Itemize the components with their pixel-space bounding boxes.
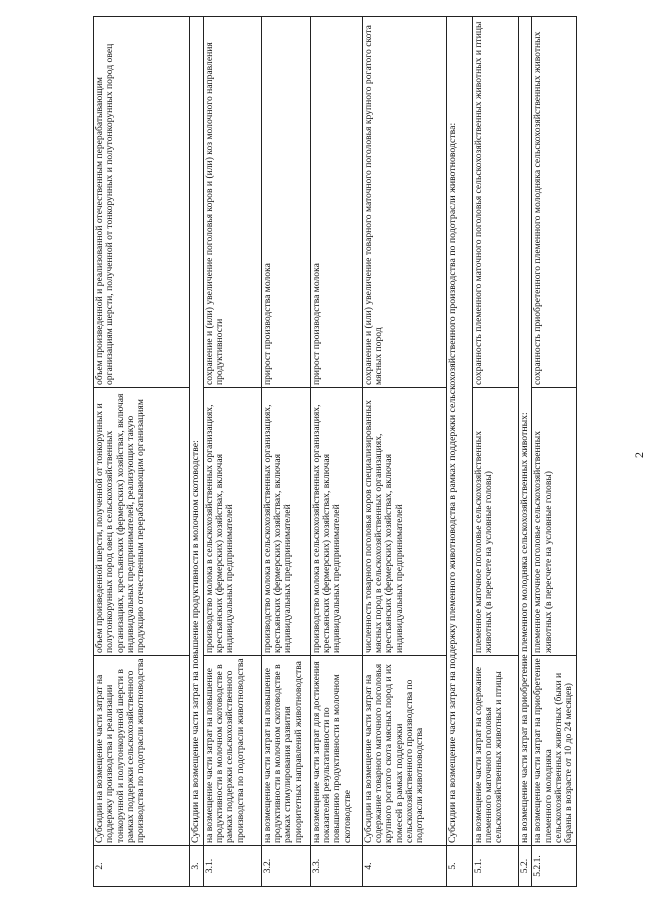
subsidy-name-cell: на возмещение части затрат на повышение продуктивности в молочном скотоводстве в рамках поддержки сельскохозяйственного производства по подотрасли животноводства	[203, 656, 261, 846]
table-row-3-1	[203, 17, 261, 887]
indicator-cell: производство молока в сельскохозяйственных организациях, крестьянских (фермерских) хозяйствах, включая индивидуальных предпринимателей	[261, 388, 310, 656]
result-cell: прирост производства молока	[310, 17, 362, 388]
indicator-cell: численность товарного поголовья коров специализированных мясных пород в сельскохозяйственных организациях, крестьянских (фермерских) хозяйствах, включая индивидуальных предпринимателей	[362, 388, 446, 656]
row-number: 5.2.	[518, 846, 532, 887]
subsidy-name-cell: на возмещение части затрат на повышение продуктивности в молочном скотоводстве в рамках стимулирования развития приоритетных направлений животноводства	[261, 656, 310, 846]
table-row-3-3	[310, 17, 362, 887]
indicator-cell: племенное маточное поголовье сельскохозяйственных животных (в пересчете на условные головы)	[472, 388, 518, 656]
result-cell: сохранение и (или) увеличение поголовья коров и (или) коз молочного направления продуктивности	[203, 17, 261, 388]
section-heading: Субсидии на возмещение части затрат на поддержку племенного животноводства в рамках поддержки сельскохозяйственного производства по подотрасли животноводства:	[446, 17, 472, 846]
result-cell: сохранность племенного маточного поголовья сельскохозяйственных животных и птицы	[472, 17, 518, 388]
section-heading: на возмещение части затрат на приобретение племенного молодняка сельскохозяйственных животных:	[518, 17, 532, 846]
indicator-cell: объем произведенной шерсти, полученной от тонкорунных и полутонкорунных пород овец в сельскохозяйственных организациях, крестьянских (фермерских) хозяйствах, включая индивидуальных предпринимателей, реализующих такую продукцию отечественным перерабатывающим организациям	[94, 388, 190, 656]
indicator-cell: производство молока в сельскохозяйственных организациях, крестьянских (фермерских) хозяйствах, включая индивидуальных предпринимателей	[310, 388, 362, 656]
section-heading: Субсидии на возмещение части затрат на повышение продуктивности в молочном скотоводстве:	[190, 17, 204, 846]
table-row-3-2	[261, 17, 310, 887]
row-number: 3.	[190, 846, 204, 887]
section-row-5-2	[518, 17, 532, 887]
table-row-2	[94, 17, 190, 887]
result-cell: сохранность приобретенного племенного молодняка сельскохозяйственных животных	[532, 17, 576, 388]
result-cell: прирост производства молока	[261, 17, 310, 388]
section-row-3	[190, 17, 204, 887]
row-number: 4.	[362, 846, 446, 887]
indicator-cell: производство молока в сельскохозяйственных организациях, крестьянских (фермерских) хозяйствах, включая индивидуальных предпринимателей	[203, 388, 261, 656]
subsidy-name-cell: Субсидии на возмещение части затрат на содержание товарного маточного поголовья крупного рогатого скота мясных пород и их помесей в рамках поддержки сельскохозяйственного производства по подотрасли животноводства	[362, 656, 446, 846]
row-number: 5.2.1.	[532, 846, 576, 887]
table-row-4	[362, 17, 446, 887]
subsidy-name-cell: на возмещение части затрат на приобретение племенного молодняка сельскохозяйственных животных (быки и бараны в возрасте от 10 до 24 месяцев)	[532, 656, 576, 846]
row-number: 2.	[94, 846, 190, 887]
result-cell: объем произведенной и реализованной отечественным перерабатывающим организациям шерсти, полученной от тонкорунных и полутонкорунных пород овец	[94, 17, 190, 388]
row-number: 5.1.	[472, 846, 518, 887]
row-number: 3.3.	[310, 846, 362, 887]
row-number: 5.	[446, 846, 472, 887]
subsidy-name-cell: на возмещение части затрат для достижения показателей результативности по повышению продуктивности в молочном скотоводстве	[310, 656, 362, 846]
rotated-table-container	[93, 17, 575, 887]
indicator-cell: племенное маточное поголовье сельскохозяйственных животных (в пересчете на условные головы)	[532, 388, 576, 656]
table-row-5-1	[472, 17, 518, 887]
result-cell: сохранение и (или) увеличение товарного маточного поголовья крупного рогатого скота мясных пород	[362, 17, 446, 388]
row-number: 3.1.	[203, 846, 261, 887]
indicators-table	[93, 16, 577, 887]
subsidy-name-cell: Субсидии на возмещение части затрат на поддержку производства и реализации тонкорунной и полутонкорунной шерсти в рамках поддержки сельскохозяйственного производства по подотрасли животноводства	[94, 656, 190, 846]
subsidy-name-cell: на возмещение части затрат на содержание племенного маточного поголовья сельскохозяйственных животных и птицы	[472, 656, 518, 846]
page-number: 2	[632, 452, 646, 458]
row-number: 3.2.	[261, 846, 310, 887]
table-row-5-2-1	[532, 17, 576, 887]
section-row-5	[446, 17, 472, 887]
